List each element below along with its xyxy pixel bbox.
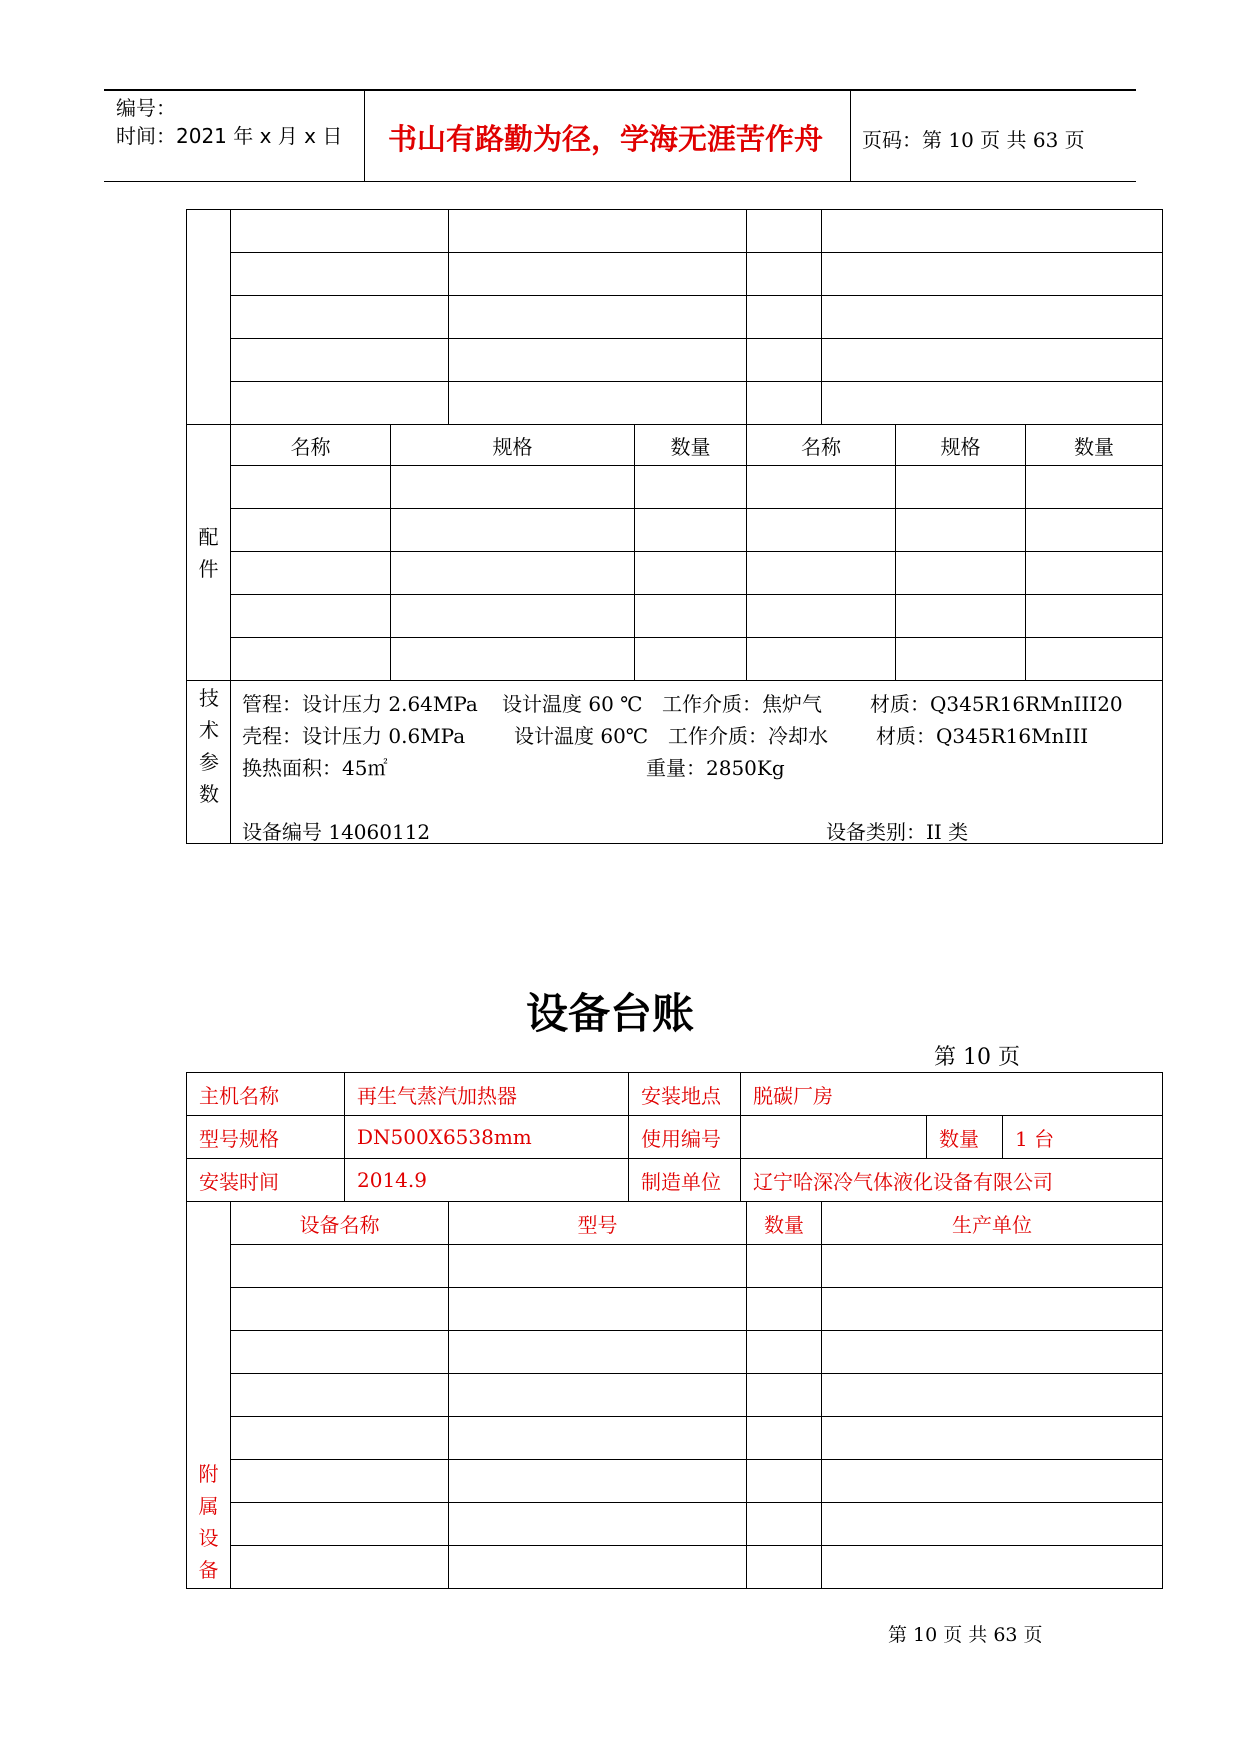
table-cell bbox=[449, 1546, 747, 1589]
table-cell bbox=[747, 552, 896, 595]
table-cell bbox=[822, 296, 1163, 339]
table-cell bbox=[391, 595, 635, 638]
shell-temp: 设计温度 60℃ bbox=[514, 724, 649, 748]
aux-side-char: 属 bbox=[198, 1494, 219, 1518]
table-cell bbox=[635, 509, 747, 552]
table-cell bbox=[822, 382, 1163, 425]
parts-col-qty-2: 数量 bbox=[1026, 425, 1163, 466]
install-time-value: 2014.9 bbox=[345, 1159, 629, 1202]
table-cell bbox=[747, 1331, 822, 1374]
install-time-label: 安装时间 bbox=[187, 1159, 345, 1202]
table-cell bbox=[822, 1546, 1163, 1589]
table-cell bbox=[747, 1288, 822, 1331]
table-cell bbox=[822, 1460, 1163, 1503]
table-cell bbox=[231, 1245, 449, 1288]
ledger-title: 设备台账 bbox=[526, 989, 695, 1038]
tech-side-label bbox=[188, 682, 230, 810]
maker-value: 辽宁哈深冷气体液化设备有限公司 bbox=[741, 1159, 1163, 1202]
table-cell bbox=[896, 638, 1026, 681]
shell-medium: 工作介质：冷却水 bbox=[668, 724, 828, 748]
tech-side-char: 术 bbox=[199, 718, 219, 742]
host-name-label: 主机名称 bbox=[187, 1073, 345, 1116]
maker-label: 制造单位 bbox=[629, 1159, 741, 1202]
table-cell bbox=[747, 1460, 822, 1503]
weight: 重量：2850Kg bbox=[646, 756, 785, 780]
qty-label: 数量 bbox=[927, 1116, 1003, 1159]
table-cell bbox=[391, 638, 635, 681]
table-cell bbox=[231, 1288, 449, 1331]
model-value: DN500X6538mm bbox=[345, 1116, 629, 1159]
use-no-label: 使用编号 bbox=[629, 1116, 741, 1159]
table-cell bbox=[747, 210, 822, 253]
parts-col-name: 名称 bbox=[231, 425, 391, 466]
table-cell bbox=[231, 638, 391, 681]
table-cell bbox=[449, 1374, 747, 1417]
upper-blank-table bbox=[186, 209, 1163, 425]
table-cell bbox=[449, 1288, 747, 1331]
table-cell bbox=[231, 296, 449, 339]
header-top-rule bbox=[104, 89, 1136, 91]
aux-col-name: 设备名称 bbox=[231, 1202, 449, 1245]
parts-side-char: 件 bbox=[198, 556, 219, 581]
aux-side-label bbox=[187, 1202, 231, 1589]
parts-col-qty: 数量 bbox=[635, 425, 747, 466]
aux-side-char: 设 bbox=[198, 1526, 219, 1550]
table-cell bbox=[231, 1374, 449, 1417]
table-cell bbox=[449, 1460, 747, 1503]
footer-page: 第 10 页 共 63 页 bbox=[888, 1624, 1043, 1646]
table-cell bbox=[896, 466, 1026, 509]
table-cell bbox=[822, 1245, 1163, 1288]
aux-col-model: 型号 bbox=[449, 1202, 747, 1245]
tube-pressure: 管程：设计压力 2.64MPa bbox=[242, 692, 478, 716]
table-cell bbox=[1026, 466, 1163, 509]
table-cell bbox=[747, 339, 822, 382]
table-cell bbox=[822, 1374, 1163, 1417]
table-cell bbox=[449, 1245, 747, 1288]
table-cell bbox=[747, 382, 822, 425]
table-cell bbox=[822, 339, 1163, 382]
table-cell bbox=[231, 595, 391, 638]
table-cell bbox=[635, 595, 747, 638]
table-cell bbox=[747, 638, 896, 681]
doc-time-label: 时间：2021 年 x 月 x 日 bbox=[116, 124, 343, 148]
aux-side-char: 备 bbox=[198, 1558, 219, 1582]
upper-side-cell bbox=[187, 210, 231, 425]
header-page-label: 页码：第 10 页 共 63 页 bbox=[862, 128, 1085, 152]
table-cell bbox=[747, 1245, 822, 1288]
host-name-value: 再生气蒸汽加热器 bbox=[345, 1073, 629, 1116]
table-cell bbox=[231, 1503, 449, 1546]
table-cell bbox=[231, 210, 449, 253]
header-bottom-rule bbox=[104, 181, 1136, 182]
table-cell bbox=[231, 339, 449, 382]
table-cell bbox=[231, 382, 449, 425]
table-cell bbox=[822, 1503, 1163, 1546]
equipment-category: 设备类别：II 类 bbox=[826, 820, 969, 844]
table-cell bbox=[747, 466, 896, 509]
table-cell bbox=[747, 509, 896, 552]
doc-number-label: 编号： bbox=[116, 96, 176, 120]
header-motto: 书山有路勤为径，学海无涯苦作舟 bbox=[388, 122, 824, 156]
parts-side-label bbox=[187, 425, 231, 681]
table-cell bbox=[449, 1331, 747, 1374]
tech-divider bbox=[230, 680, 231, 844]
tube-material: 材质：Q345R16RMnIII20 bbox=[870, 692, 1123, 716]
location-value: 脱碳厂房 bbox=[741, 1073, 1163, 1116]
table-cell bbox=[635, 552, 747, 595]
parts-col-spec: 规格 bbox=[391, 425, 635, 466]
tech-side-char: 技 bbox=[199, 686, 219, 710]
table-cell bbox=[231, 466, 391, 509]
table-cell bbox=[747, 253, 822, 296]
table-cell bbox=[822, 210, 1163, 253]
table-cell bbox=[747, 296, 822, 339]
table-cell bbox=[231, 509, 391, 552]
aux-side-char: 附 bbox=[198, 1462, 219, 1486]
table-cell bbox=[449, 1503, 747, 1546]
parts-col-name-2: 名称 bbox=[747, 425, 896, 466]
header-divider-2 bbox=[850, 89, 851, 182]
table-cell bbox=[449, 339, 747, 382]
table-cell bbox=[747, 1417, 822, 1460]
table-cell bbox=[449, 382, 747, 425]
table-cell bbox=[747, 595, 896, 638]
table-cell bbox=[449, 1417, 747, 1460]
qty-value: 1 台 bbox=[1003, 1116, 1163, 1159]
table-cell bbox=[822, 1331, 1163, 1374]
parts-side-char: 配 bbox=[198, 524, 219, 549]
table-cell bbox=[231, 1331, 449, 1374]
shell-pressure: 壳程：设计压力 0.6MPa bbox=[242, 724, 466, 748]
table-cell bbox=[391, 552, 635, 595]
table-cell bbox=[896, 552, 1026, 595]
header-divider-1 bbox=[364, 89, 365, 182]
table-cell bbox=[449, 210, 747, 253]
table-cell bbox=[231, 552, 391, 595]
table-cell bbox=[231, 253, 449, 296]
table-cell bbox=[635, 638, 747, 681]
aux-equipment-table bbox=[186, 1201, 1163, 1589]
table-cell bbox=[449, 253, 747, 296]
tube-temp: 设计温度 60 ℃ bbox=[502, 692, 643, 716]
tech-side-char: 数 bbox=[199, 782, 219, 806]
table-cell bbox=[1026, 595, 1163, 638]
table-cell bbox=[449, 296, 747, 339]
table-cell bbox=[231, 1417, 449, 1460]
table-cell bbox=[391, 466, 635, 509]
model-label: 型号规格 bbox=[187, 1116, 345, 1159]
table-cell bbox=[747, 1546, 822, 1589]
heat-area: 换热面积：45㎡ bbox=[242, 756, 388, 780]
table-cell bbox=[747, 1503, 822, 1546]
table-cell bbox=[747, 1374, 822, 1417]
table-cell bbox=[1026, 552, 1163, 595]
table-cell bbox=[896, 509, 1026, 552]
location-label: 安装地点 bbox=[629, 1073, 741, 1116]
table-cell bbox=[231, 1460, 449, 1503]
aux-col-maker: 生产单位 bbox=[822, 1202, 1163, 1245]
table-cell bbox=[896, 595, 1026, 638]
shell-material: 材质：Q345R16MnIII bbox=[876, 724, 1089, 748]
table-cell bbox=[1026, 509, 1163, 552]
table-cell bbox=[822, 1417, 1163, 1460]
table-cell bbox=[635, 466, 747, 509]
table-cell bbox=[822, 1288, 1163, 1331]
ledger-info-table bbox=[186, 1072, 1163, 1202]
tech-side-char: 参 bbox=[199, 750, 219, 774]
aux-col-qty: 数量 bbox=[747, 1202, 822, 1245]
parts-col-spec-2: 规格 bbox=[896, 425, 1026, 466]
equipment-number: 设备编号 14060112 bbox=[242, 820, 431, 844]
table-cell bbox=[231, 1546, 449, 1589]
tube-medium: 工作介质：焦炉气 bbox=[662, 692, 822, 716]
table-cell bbox=[1026, 638, 1163, 681]
table-cell bbox=[391, 509, 635, 552]
ledger-page: 第 10 页 bbox=[934, 1045, 1020, 1070]
parts-table bbox=[186, 424, 1163, 681]
use-no-value bbox=[741, 1116, 927, 1159]
table-cell bbox=[822, 253, 1163, 296]
